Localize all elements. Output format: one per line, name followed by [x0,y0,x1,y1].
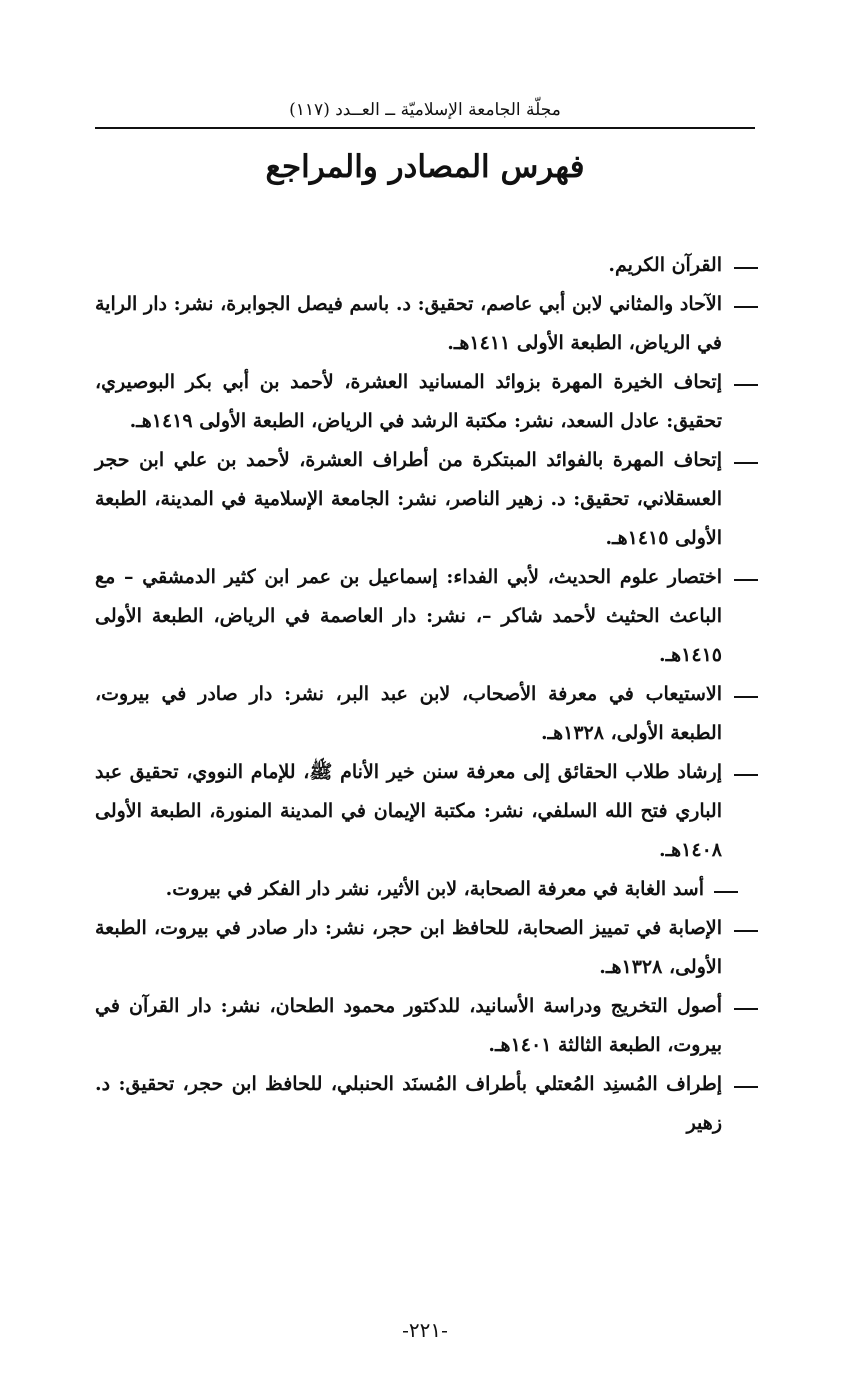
reference-entry: الإصابة في تمييز الصحابة، للحافظ ابن حجر، نشر: دار صادر في بيروت، الطبعة الأولى، ١٣٢٨هـ. [95,909,760,987]
reference-entry: الاستيعاب في معرفة الأصحاب، لابن عبد البر، نشر: دار صادر في بيروت، الطبعة الأولى، ١٣٢٨هـ. [95,675,760,753]
reference-entry: إطراف المُسنِد المُعتلي بأطراف المُسنَد الحنبلي، للحافظ ابن حجر، تحقيق: د. زهير [95,1065,760,1143]
reference-entry: إرشاد طلاب الحقائق إلى معرفة سنن خير الأنام ﷺ، للإمام النووي، تحقيق عبد الباري فتح الله السلفي، نشر: مكتبة الإيمان في المدينة المنورة، الطبعة الأولى ١٤٠٨هـ. [95,753,760,870]
page-number: -٢٢١- [402,1318,448,1342]
references-list [95,246,760,1143]
header-rule [95,127,755,129]
reference-entry: أسد الغابة في معرفة الصحابة، لابن الأثير، نشر دار الفكر في بيروت. [95,870,760,909]
reference-entry: أصول التخريج ودراسة الأسانيد، للدكتور محمود الطحان، نشر: دار القرآن في بيروت، الطبعة الثالثة ١٤٠١هـ. [95,987,760,1065]
reference-entry: الآحاد والمثاني لابن أبي عاصم، تحقيق: د. باسم فيصل الجوابرة، نشر: دار الراية في الرياض، الطبعة الأولى ١٤١١هـ. [95,285,760,363]
reference-entry: القرآن الكريم. [95,246,760,285]
reference-entry: اختصار علوم الحديث، لأبي الفداء: إسماعيل بن عمر ابن كثير الدمشقي – مع الباعث الحثيث لأحمد شاكر –، نشر: دار العاصمة في الرياض، الطبعة الأولى ١٤١٥هـ. [95,558,760,675]
page-title: فهرس المصادر والمراجع [265,149,585,185]
reference-entry: إتحاف المهرة بالفوائد المبتكرة من أطراف العشرة، لأحمد بن علي ابن حجر العسقلاني، تحقيق: د. زهير الناصر، نشر: الجامعة الإسلامية في المدينة، الطبعة الأولى ١٤١٥هـ. [95,441,760,558]
reference-entry: إتحاف الخيرة المهرة بزوائد المسانيد العشرة، لأحمد بن أبي بكر البوصيري، تحقيق: عادل السعد، نشر: مكتبة الرشد في الرياض، الطبعة الأولى ١٤١٩هـ. [95,363,760,441]
running-header: مجلّة الجامعة الإسلاميّة ــ العــدد (١١٧) [289,100,561,120]
